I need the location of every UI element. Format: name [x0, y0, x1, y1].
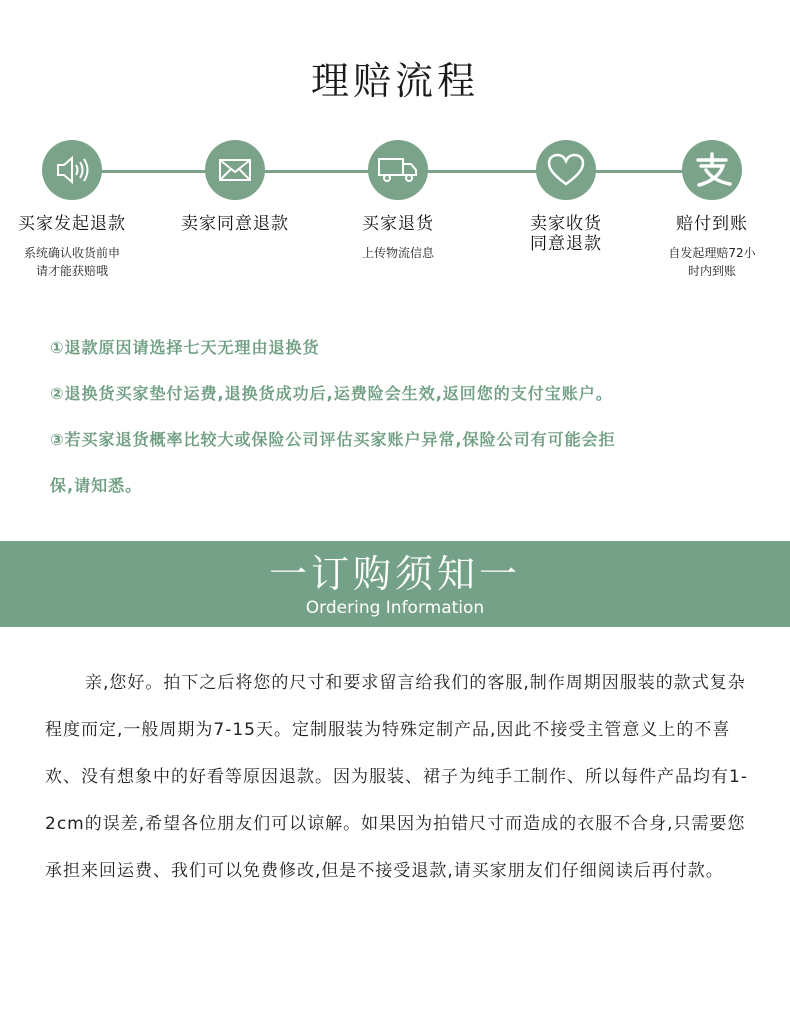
ordering-subtitle: Ordering Information	[305, 598, 485, 618]
step-sub-line: 时内到账	[687, 264, 736, 278]
note-line: 保,请知悉。	[50, 476, 143, 495]
step-seller-agree-refund	[145, 140, 325, 234]
envelope-icon	[205, 140, 265, 200]
heart-icon	[536, 140, 596, 200]
ordering-banner	[0, 541, 790, 627]
step-label-line: 同意退款	[530, 234, 602, 254]
ordering-body-text: 亲,您好。拍下之后将您的尺寸和要求留言给我们的客服,制作周期因服装的款式复杂程度而定,一般周期为7-15天。定制服装为特殊定制产品,因此不接受主管意义上的不喜欢、没有想象中的好看等原因退款。因为服装、裙子为纯手工制作、所以每件产品均有1-2cm的误差,希望各位朋友们可以谅解。如果因为拍错尺寸而造成的衣服不合身,只需要您承担来回运费、我们可以免费修改,但是不接受退款,请买家朋友们仔细阅读后再付款。	[45, 673, 748, 881]
step-buyer-return-goods	[308, 140, 488, 262]
alipay-icon	[682, 140, 742, 200]
step-sub-line: 请才能获赔哦	[35, 264, 108, 278]
truck-icon	[368, 140, 428, 200]
ordering-title: 一订购须知一	[268, 552, 521, 596]
claim-notes	[50, 325, 750, 509]
note-line: ③若买家退货概率比较大或保险公司评估买家账户异常,保险公司有可能会拒	[50, 430, 616, 449]
step-label: 买家发起退款	[18, 214, 126, 234]
step-label: 买家退货	[362, 214, 434, 234]
claim-process-title: 理赔流程	[310, 59, 479, 103]
note-line: ①退款原因请选择七天无理由退换货	[50, 338, 320, 357]
step-label-line: 卖家收货	[530, 214, 602, 234]
speaker-icon	[42, 140, 102, 200]
step-compensation-received	[622, 140, 790, 280]
step-sub-line: 系统确认收货前申	[23, 246, 120, 260]
step-sub-line: 自发起理赔72小	[668, 246, 756, 260]
step-label: 卖家同意退款	[181, 214, 289, 234]
step-sub-line: 上传物流信息	[361, 246, 434, 260]
step-buyer-request-refund	[0, 140, 162, 280]
step-label: 赔付到账	[676, 214, 748, 234]
note-line: ②退换货买家垫付运费,退换货成功后,运费险会生效,返回您的支付宝账户。	[50, 384, 613, 403]
